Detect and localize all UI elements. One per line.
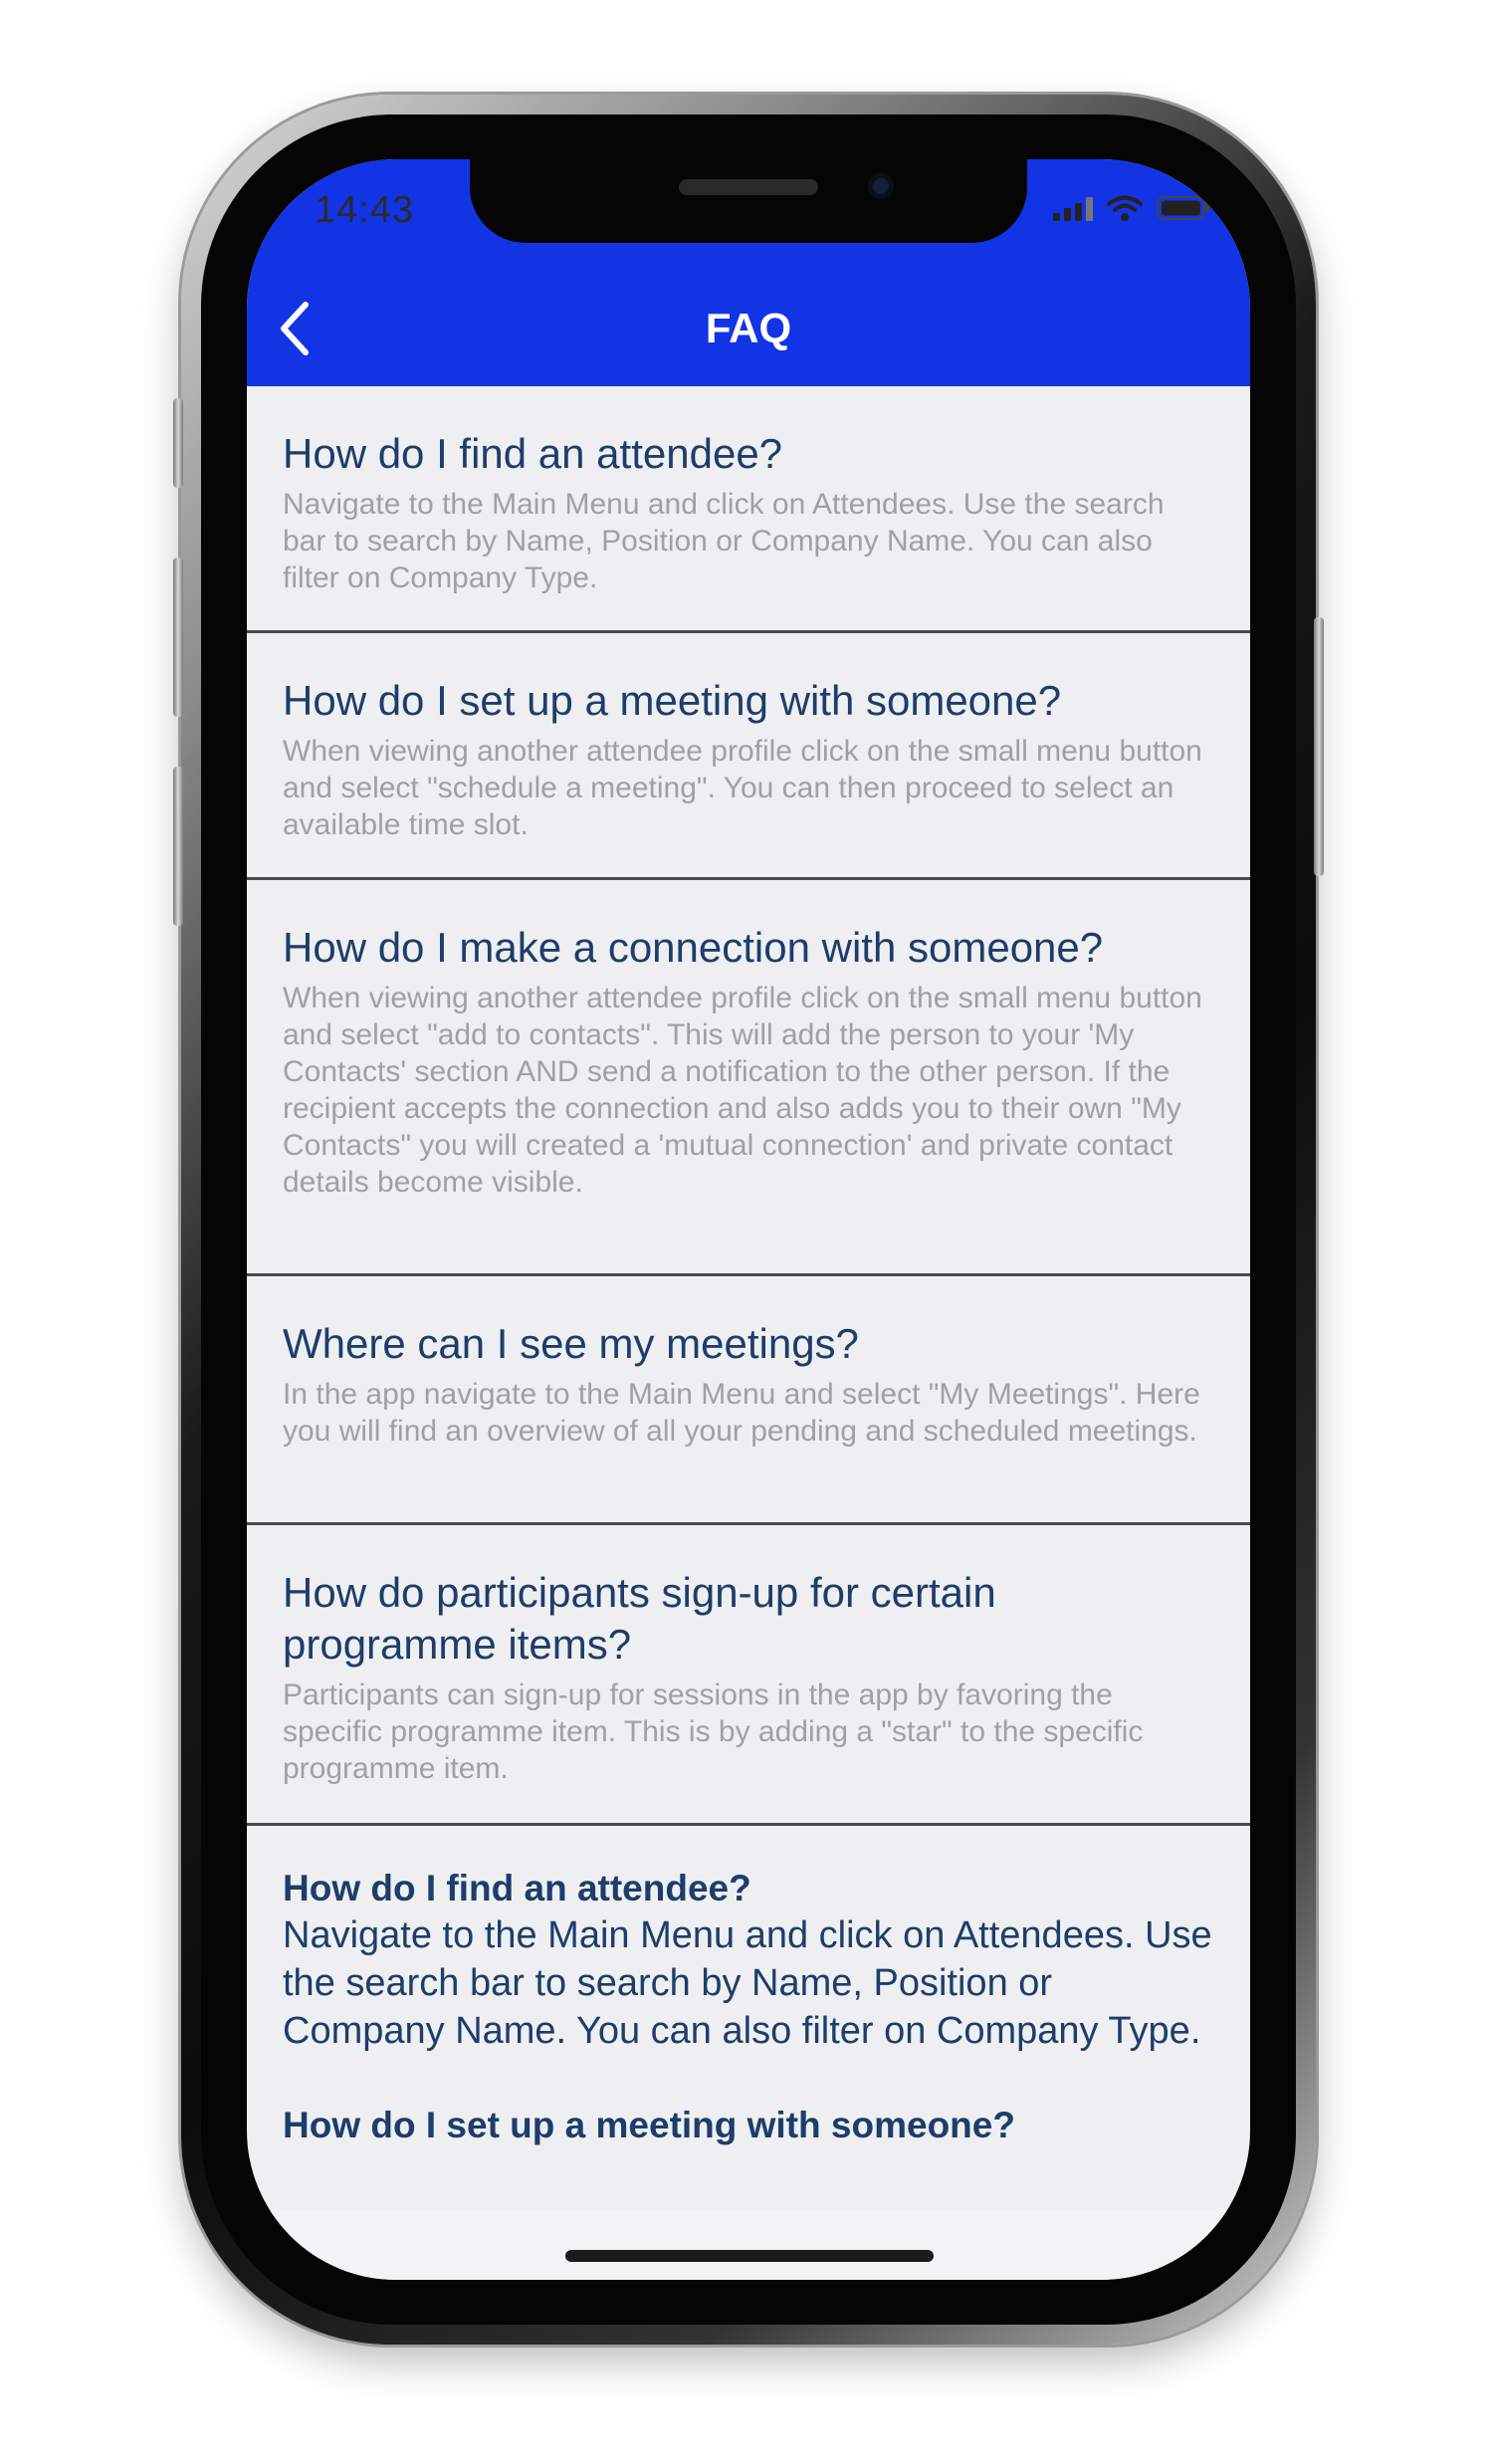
faq-answer: In the app navigate to the Main Menu and select "My Meetings". Here you will find an overview of all your pending and scheduled meetings. — [283, 1378, 1200, 1448]
faq-answer: When viewing another attendee profile click on the small menu button and select "schedule a meeting". You can then proceed to select an available time slot. — [283, 735, 1202, 841]
faq-question: How do participants sign-up for certain programme items? — [283, 1569, 996, 1668]
status-time: 14:43 — [315, 189, 415, 231]
front-camera — [868, 173, 894, 199]
faq-question: How do I set up a meeting with someone? — [283, 677, 1062, 724]
faq-answer: Participants can sign-up for sessions in the app by favoring the specific programme item. This is by adding a "star" to the specific programme item. — [283, 1679, 1144, 1785]
faq-question: Where can I see my meetings? — [283, 1320, 859, 1367]
page-title: FAQ — [705, 305, 792, 351]
volume-down-button — [173, 767, 183, 926]
power-button — [1314, 617, 1324, 876]
speaker-grille — [679, 179, 818, 195]
home-indicator[interactable] — [565, 2250, 934, 2262]
faq-list — [247, 386, 1250, 2148]
faq-detail-section — [247, 1826, 1250, 2148]
faq-question: How do I make a connection with someone? — [283, 924, 1104, 971]
faq-detail-question: How do I set up a meeting with someone? — [283, 2105, 1015, 2145]
bottom-safe-area — [247, 2210, 1250, 2280]
faq-detail-answer: Navigate to the Main Menu and click on Attendees. Use the search bar to search by Name, Position or Company Name. You can also filter on Company Type. — [283, 1914, 1212, 2052]
faq-item[interactable] — [247, 1525, 1250, 1826]
mute-switch — [173, 398, 183, 488]
faq-item[interactable] — [247, 880, 1250, 1276]
signal-icon — [1053, 197, 1093, 221]
battery-icon — [1157, 195, 1210, 221]
faq-item[interactable] — [247, 633, 1250, 880]
navigation-bar — [247, 159, 1250, 386]
wifi-icon — [1107, 195, 1143, 221]
status-icons — [1053, 195, 1210, 221]
faq-item[interactable] — [247, 386, 1250, 633]
faq-detail-question: How do I find an attendee? — [283, 1868, 751, 1908]
notch — [470, 159, 1027, 243]
faq-answer: When viewing another attendee profile click on the small menu button and select "add to contacts". This will add the person to your 'My Contacts' section AND send a notification to the other person. If the recipient accepts the connection and also adds you to their own "My Contacts" you will created a 'mutual connection' and private contact details become visible. — [283, 982, 1202, 1199]
faq-answer: Navigate to the Main Menu and click on Attendees. Use the search bar to search by Name, Position or Company Name. You can also filter on Company Type. — [283, 488, 1165, 594]
volume-up-button — [173, 558, 183, 717]
faq-question: How do I find an attendee? — [283, 430, 783, 477]
app-screen — [247, 159, 1250, 2280]
faq-item[interactable] — [247, 1276, 1250, 1525]
